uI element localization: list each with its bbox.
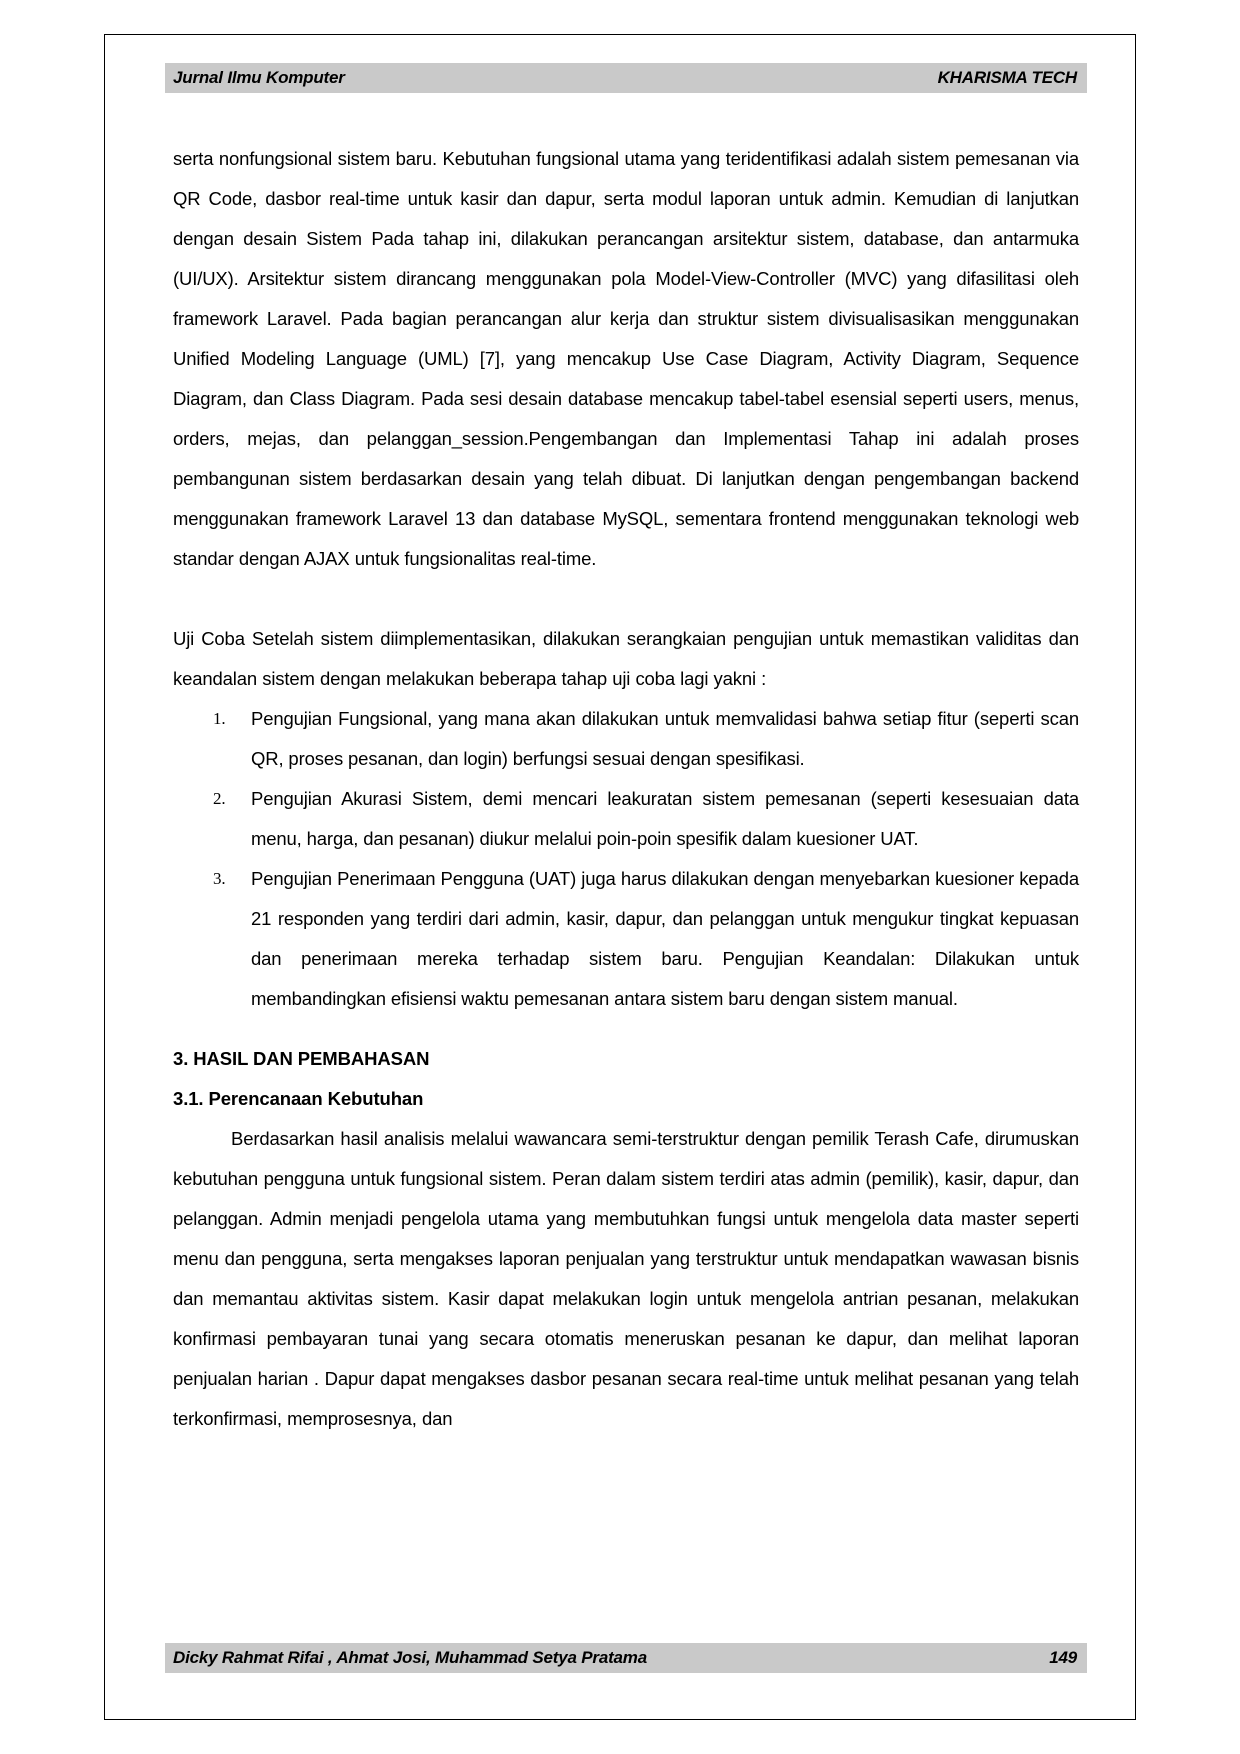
heading-spacer	[173, 1019, 1079, 1039]
page-number: 149	[1049, 1648, 1077, 1667]
article-body	[165, 139, 1087, 1439]
paragraph-perencanaan-kebutuhan: Berdasarkan hasil analisis melalui wawancara semi-terstruktur dengan pemilik Terash Cafe, dirumuskan kebutuhan pengguna untuk fungsional sistem. Peran dalam sistem terdiri atas admin (pemilik), kasir, dapur, dan pelanggan. Admin menjadi pengelola utama yang membutuhkan fungsi untuk mengelola data master seperti menu dan pengguna, serta mengakses laporan penjualan yang terstruktur untuk mendapatkan wawasan bisnis dan memantau aktivitas sistem. Kasir dapat melakukan login untuk mengelola antrian pesanan, melakukan konfirmasi pembayaran tunai yang secara otomatis meneruskan pesanan ke dapur, dan melihat laporan penjualan harian . Dapur dapat mengakses dasbor pesanan secara real-time untuk melihat pesanan yang telah terkonfirmasi, memprosesnya, dan	[173, 1128, 1079, 1429]
paragraph-uji-coba: Uji Coba Setelah sistem diimplementasikan, dilakukan serangkaian pengujian untuk memastikan validitas dan keandalan sistem dengan melakukan beberapa tahap uji coba lagi yakni :	[173, 628, 1079, 689]
list-item: Pengujian Penerimaan Pengguna (UAT) juga harus dilakukan dengan menyebarkan kuesioner kepada 21 responden yang terdiri dari admin, kasir, dapur, dan pelanggan untuk mengukur tingkat kepuasan dan penerimaan mereka terhadap sistem baru. Pengujian Keandalan: Dilakukan untuk membandingkan efisiensi waktu pemesanan antara sistem baru dengan sistem manual.	[251, 868, 1079, 1009]
publisher-name: KHARISMA TECH	[937, 68, 1077, 87]
paragraph-spacer	[173, 579, 1079, 619]
subsection-heading-perencanaan-kebutuhan: 3.1. Perencanaan Kebutuhan	[173, 1088, 424, 1109]
testing-steps-list	[173, 699, 1079, 1019]
list-item: Pengujian Fungsional, yang mana akan dilakukan untuk memvalidasi bahwa setiap fitur (seperti scan QR, proses pesanan, dan login) berfungsi sesuai dengan spesifikasi.	[251, 708, 1079, 769]
running-footer	[165, 1643, 1087, 1673]
journal-name: Jurnal Ilmu Komputer	[173, 68, 345, 87]
running-header	[165, 63, 1087, 93]
author-names: Dicky Rahmat Rifai , Ahmat Josi, Muhammad Setya Pratama	[173, 1648, 647, 1667]
list-item: Pengujian Akurasi Sistem, demi mencari leakuratan sistem pemesanan (seperti kesesuaian data menu, harga, dan pesanan) diukur melalui poin-poin spesifik dalam kuesioner UAT.	[251, 788, 1079, 849]
section-heading-hasil-dan-pembahasan: 3. HASIL DAN PEMBAHASAN	[173, 1048, 430, 1069]
page-content-area	[165, 63, 1087, 1691]
page-frame	[104, 34, 1136, 1720]
paragraph-intro: serta nonfungsional sistem baru. Kebutuhan fungsional utama yang teridentifikasi adalah sistem pemesanan via QR Code, dasbor real-time untuk kasir dan dapur, serta modul laporan untuk admin. Kemudian di lanjutkan dengan desain Sistem Pada tahap ini, dilakukan perancangan arsitektur sistem, database, dan antarmuka (UI/UX). Arsitektur sistem dirancang menggunakan pola Model-View-Controller (MVC) yang difasilitasi oleh framework Laravel. Pada bagian perancangan alur kerja dan struktur sistem divisualisasikan menggunakan Unified Modeling Language (UML) [7], yang mencakup Use Case Diagram, Activity Diagram, Sequence Diagram, dan Class Diagram. Pada sesi desain database mencakup tabel-tabel esensial seperti users, menus, orders, mejas, dan pelanggan_session.Pengembangan dan Implementasi Tahap ini adalah proses pembangunan sistem berdasarkan desain yang telah dibuat. Di lanjutkan dengan pengembangan backend menggunakan framework Laravel 13 dan database MySQL, sementara frontend menggunakan teknologi web standar dengan AJAX untuk fungsionalitas real-time.	[173, 148, 1079, 569]
